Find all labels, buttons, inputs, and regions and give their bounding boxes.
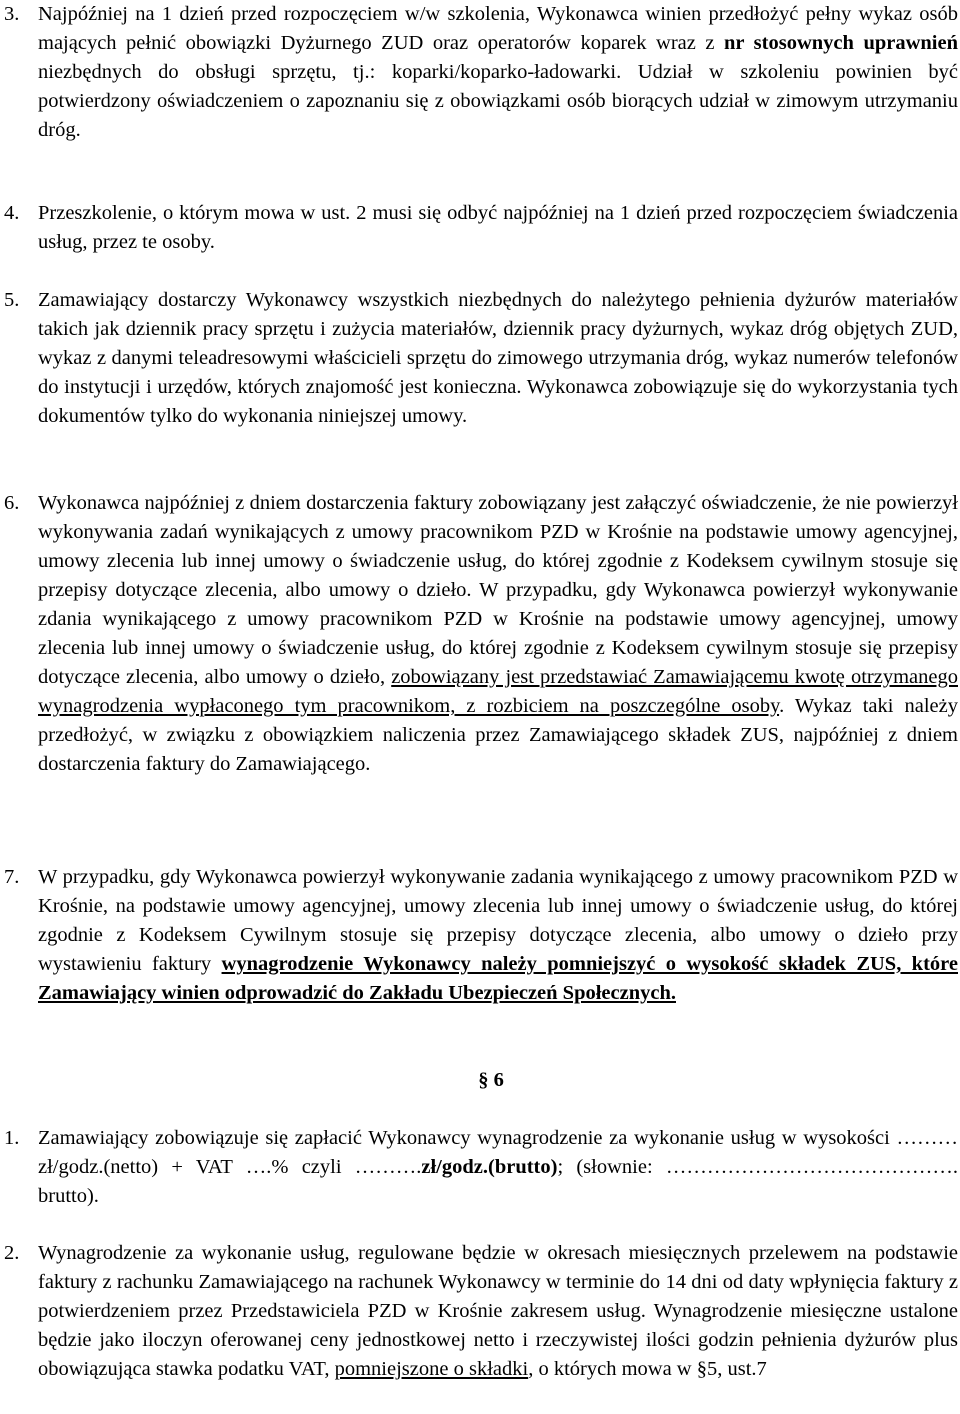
item-number: 7. xyxy=(4,866,20,888)
text-run: Wynagrodzenie za wykonanie usług, regulowane będzie w okresach miesięcznych przelewem na podstawie faktury z rachunku Zamawiającego na rachunek Wykonawcy w terminie do 14 dni od daty wpłynięcia faktury z potwierdzeniem przez Przedstawiciela PZD w Krośnie zakresem usług. Wynagrodzenie miesięczne ustalone będzie jako iloczyn oferowanej ceny jednostkowej netto i rzeczywistej ilości godzin pełnienia dyżurów plus obowiązująca stawka podatku VAT, xyxy=(38,1242,958,1380)
underlined-text: pomniejszone o składki xyxy=(334,1358,529,1380)
paragraph-text xyxy=(38,1124,958,1211)
bold-text: nr stosownych uprawnień xyxy=(724,32,958,54)
bold-text: zł/godz.(brutto) xyxy=(421,1156,558,1178)
item-number: 6. xyxy=(4,492,20,514)
section6-paragraph-2 xyxy=(0,1239,958,1384)
text-run: Wykonawca najpóźniej z dniem dostarczenia faktury zobowiązany jest załączyć oświadczenie, że nie powierzył wykonywania zadań wynikających z umowy pracownikom PZD w Krośnie na podstawie umowy agencyjnej, umowy zlecenia lub innej umowy o świadczenie usług, do której zgodnie z Kodeksem cywilnym stosuje się przepisy dotyczące zlecenia, albo umowy o dzieło. W przypadku, gdy Wykonawca powierzył wykonywanie zdania wynikającego z umowy pracownikom PZD w Krośnie na podstawie umowy agencyjnej, umowy zlecenia lub innej umowy o świadczenie usług, do której zgodnie z Kodeksem cywilnym stosuje się przepisy dotyczące zlecenia, albo umowy o dzieło, xyxy=(38,492,958,688)
paragraph-text: Zamawiający dostarczy Wykonawcy wszystkich niezbędnych do należytego pełnienia dyżurów materiałów takich jak dziennik pracy sprzętu i zużycia materiałów, dziennik pracy dyżurnych, wykaz dróg objętych ZUD, wykaz z danymi teleadresowymi właścicieli sprzętu do zimowego utrzymania dróg, wykaz numerów telefonów do instytucji i urzędów, których znajomość jest konieczna. Wykonawca zobowiązuje się do wykorzystania tych dokumentów tylko do wykonania niniejszej umowy. xyxy=(38,289,958,427)
text-run: W przypadku, gdy Wykonawca powierzył wykonywanie zadania wynikającego z umowy pracownikom PZD w Krośnie, na podstawie umowy agencyjnej, umowy zlecenia lub innej umowy o świadczenie usług, do której zgodnie z Kodeksem Cywilnym stosuje się przepisy dotyczące zlecenia, albo umowy o dzieło przy wystawieniu faktury xyxy=(38,866,958,975)
item-number: 5. xyxy=(4,289,20,311)
item-number: 3. xyxy=(4,3,20,25)
paragraph-7 xyxy=(0,863,958,1008)
text-run: niezbędnych do obsługi sprzętu, tj.: koparki/koparko-ładowarki. Udział w szkoleniu powinien być potwierdzony oświadczeniem o zapoznaniu się z obowiązkami osób biorących udział w zimowym utrzymaniu dróg. xyxy=(38,61,958,141)
section6-paragraph-1 xyxy=(0,1124,958,1211)
section-title: § 6 xyxy=(478,1069,504,1091)
paragraph-4 xyxy=(0,199,958,257)
paragraph-text xyxy=(38,489,958,779)
text-run: Zamawiający zobowiązuje się zapłacić Wykonawcy wynagrodzenie za wykonanie usług w wysokości ………zł/godz.(netto) + VAT ….% czyli ………. xyxy=(38,1127,958,1178)
section-heading xyxy=(0,1066,960,1095)
paragraph-text xyxy=(38,863,958,1008)
text-run: Najpóźniej na 1 dzień przed rozpoczęciem w/w szkolenia, Wykonawca winien przedłożyć pełny wykaz osób mających pełnić obowiązki Dyżurnego ZUD oraz operatorów koparek wraz z xyxy=(38,3,958,54)
paragraph-3 xyxy=(0,0,958,145)
paragraph-5 xyxy=(0,286,958,431)
text-run: , o których mowa w §5, ust.7 xyxy=(528,1358,767,1380)
text-run: ; (słownie: ……………………………………. brutto). xyxy=(38,1156,958,1207)
item-number: 1. xyxy=(4,1127,20,1149)
item-number: 2. xyxy=(4,1242,20,1264)
text-run: . Wykaz taki należy przedłożyć, w związku z obowiązkiem naliczenia przez Zamawiającego składek ZUS, najpóźniej z dniem dostarczenia faktury do Zamawiającego. xyxy=(38,695,958,775)
paragraph-6 xyxy=(0,489,958,779)
paragraph-text xyxy=(38,1239,958,1384)
underlined-text: zobowiązany jest przedstawiać Zamawiającemu kwotę otrzymanego wynagrodzenia wypłaconego tym pracownikom, z rozbiciem na poszczególne osoby xyxy=(38,666,958,717)
item-number: 4. xyxy=(4,202,20,224)
paragraph-text xyxy=(38,0,958,145)
paragraph-text: Przeszkolenie, o którym mowa w ust. 2 musi się odbyć najpóźniej na 1 dzień przed rozpoczęciem świadczenia usług, przez te osoby. xyxy=(38,202,958,253)
bold-underlined-text: wynagrodzenie Wykonawcy należy pomniejszyć o wysokość składek ZUS, które Zamawiający winien odprowadzić do Zakładu Ubezpieczeń Społecznych. xyxy=(38,953,958,1004)
